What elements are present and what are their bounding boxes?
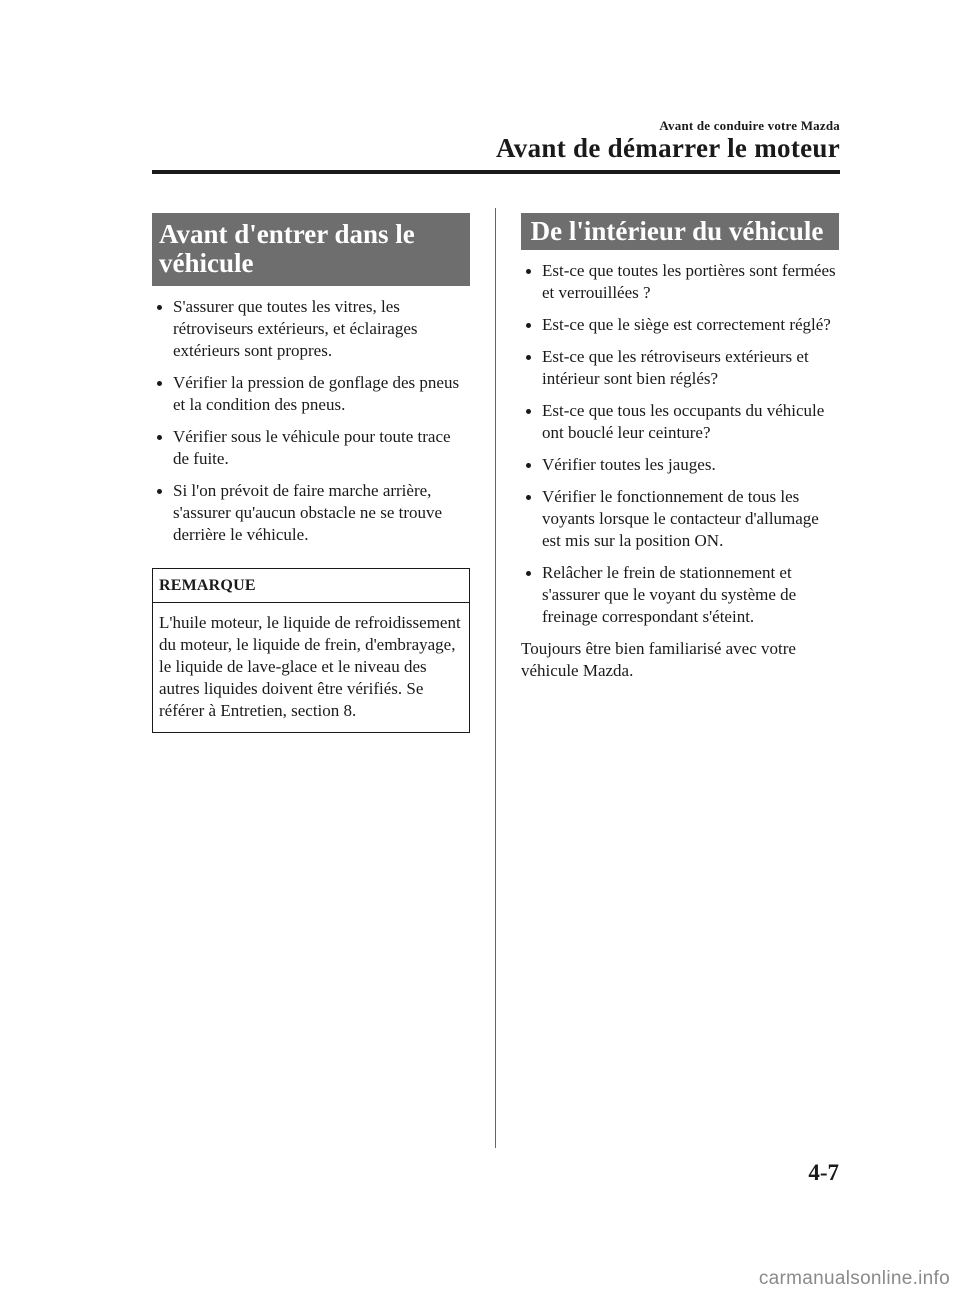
list-item-text: Vérifier sous le véhicule pour toute trace de fuite. [173, 427, 451, 468]
bullet-icon [157, 305, 162, 310]
bullet-icon [157, 435, 162, 440]
bullet-icon [157, 381, 162, 386]
note-title: REMARQUE [153, 569, 469, 603]
bullet-icon [526, 409, 531, 414]
section-heading-before-entering: Avant d'entrer dans le véhicule [152, 213, 470, 286]
list-item-text: Est-ce que toutes les portières sont fermées et verrouillées ? [542, 261, 836, 302]
checklist-inside-vehicle [521, 260, 839, 628]
list-item-text: Vérifier toutes les jauges. [542, 455, 716, 474]
list-item [152, 426, 470, 470]
list-item [521, 346, 839, 390]
page-number: 4-7 [808, 1160, 839, 1185]
list-item [521, 486, 839, 552]
bullet-icon [526, 463, 531, 468]
bullet-icon [526, 571, 531, 576]
list-item [521, 454, 839, 476]
list-item [521, 400, 839, 444]
note-box [152, 568, 470, 733]
list-item [152, 296, 470, 362]
section-heading-inside-vehicle: De l'intérieur du véhicule [521, 213, 839, 250]
header-divider [152, 170, 840, 174]
list-item [152, 480, 470, 546]
bullet-icon [526, 269, 531, 274]
list-item-text: Vérifier le fonctionnement de tous les voyants lorsque le contacteur d'allumage est mis sur la position ON. [542, 487, 819, 550]
list-item-text: Relâcher le frein de stationnement et s'assurer que le voyant du système de freinage correspondant s'éteint. [542, 563, 797, 626]
list-item [521, 562, 839, 628]
watermark-text: carmanualsonline.info [758, 1268, 950, 1289]
list-item-text: Est-ce que le siège est correctement réglé? [542, 315, 831, 334]
right-column [521, 213, 839, 682]
page-title: Avant de démarrer le moteur [495, 133, 840, 163]
list-item [521, 314, 839, 336]
bullet-icon [526, 323, 531, 328]
list-item-text: Est-ce que tous les occupants du véhicule ont bouclé leur ceinture? [542, 401, 825, 442]
checklist-before-entering [152, 296, 470, 546]
note-body: L'huile moteur, le liquide de refroidissement du moteur, le liquide de frein, d'embrayage, le liquide de lave-glace et le niveau des autres liquides doivent être vérifiés. Se référer à Entretien, section 8. [159, 613, 461, 720]
bullet-icon [157, 489, 162, 494]
closing-paragraph: Toujours être bien familiarisé avec votre véhicule Mazda. [521, 639, 796, 680]
column-divider [495, 208, 496, 1148]
list-item [152, 372, 470, 416]
left-column [152, 213, 470, 733]
list-item-text: Est-ce que les rétroviseurs extérieurs et intérieur sont bien réglés? [542, 347, 809, 388]
bullet-icon [526, 495, 531, 500]
list-item-text: Si l'on prévoit de faire marche arrière, s'assurer qu'aucun obstacle ne se trouve derrière le véhicule. [173, 481, 443, 544]
list-item [521, 260, 839, 304]
list-item-text: S'assurer que toutes les vitres, les rétroviseurs extérieurs, et éclairages extérieurs sont propres. [173, 297, 418, 360]
list-item-text: Vérifier la pression de gonflage des pneus et la condition des pneus. [173, 373, 460, 414]
header-subtitle: Avant de conduire votre Mazda [659, 118, 840, 133]
bullet-icon [526, 355, 531, 360]
